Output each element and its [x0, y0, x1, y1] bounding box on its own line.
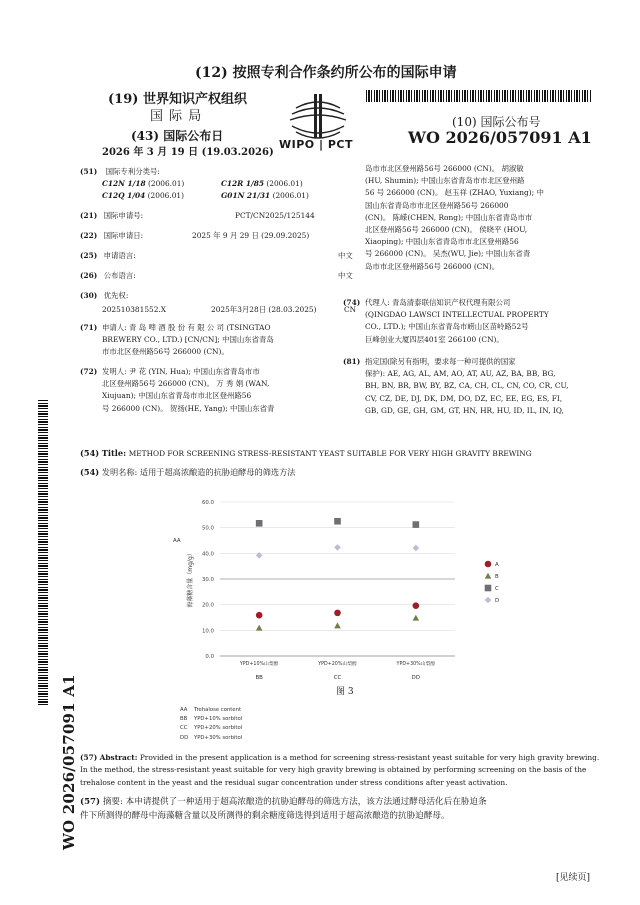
title-cn: (54) 发明名称: 适用于超高浓酿造的抗胁迫酵母的筛选方法 [80, 467, 296, 477]
inventor-cont-line: 北区登州路56号 266000 (CN)。 侯晓平 (HOU, [365, 225, 528, 235]
f25-line: (25) 申请语言: [80, 251, 136, 260]
abstract-en-line: In the method, the stress-resistant yeast suitable for very high gravity brewing is obtained by performing screening on the basis of the [80, 765, 587, 775]
states-line: 保护): AE, AG, AL, AM, AO, AT, AU, AZ, BA, BB, BG, [365, 369, 556, 379]
f72-code: (72) [80, 367, 98, 376]
y-tick-label: 10.0 [201, 628, 214, 635]
data-point-d [413, 545, 420, 552]
figure-key-item: AA Trehalose content [180, 707, 242, 713]
f74-code: (74) [343, 298, 361, 307]
pub-date-value: 2026 年 3 月 19 日 (19.03.2026) [102, 147, 274, 158]
inventor-block [102, 366, 360, 415]
y-tick-label: 30.0 [201, 577, 214, 583]
legend-marker-d [485, 597, 492, 604]
f22-line: (22) 国际申请日: [80, 231, 144, 240]
ipc-1: C12N 1/18 (2006.01) [102, 179, 185, 188]
x-tick-label: YPD+10%山梨醇 [239, 662, 279, 667]
inventor-cont-line: (HU, Shumin); 中国山东省青岛市市北区登州路 [365, 176, 525, 186]
f26-line: (26) 公布语言: [80, 271, 136, 280]
figure-key-item: BB YPD+10% sorbitol [180, 716, 243, 723]
document-title: (12) 按照专利合作条约所公布的国际申请 [195, 65, 457, 81]
barcode-side [38, 400, 48, 705]
x-category-code: DD [411, 675, 420, 681]
x-tick-label: YPD+20%山梨醇 [318, 662, 357, 667]
abstract-cn-line: 件下所测得的酵母中海藻糖含量以及所测得的剩余糖度筛选得到适用于超高浓酿造的抗胁迫酵母。 [80, 810, 450, 821]
legend-marker-b [485, 573, 492, 579]
agent-line: (QINGDAO LAWSCI INTELLECTUAL PROPERTY [365, 310, 549, 320]
inventor-cont-line: 号 266000 (CN)。 吴杰(WU, Jie); 中国山东省青 [365, 249, 531, 259]
inventor-line: Xiujuan); 中国山东省青岛市市北区登州路56 [102, 391, 252, 401]
f25-value: 中文 [338, 251, 353, 260]
y-tick-label: 20.0 [201, 602, 214, 609]
barcode-top [366, 90, 592, 102]
org-code: (19) [108, 92, 139, 107]
figure-key [180, 706, 242, 743]
ipc-2: C12R 1/85 (2006.01) [221, 179, 303, 188]
y-axis-label: 海藻糖含量（mg/g） [187, 550, 194, 608]
data-point-c [334, 518, 341, 525]
abstract-en-line: (57) Abstract: Provided in the present application is a method for screening stress-resistant yeast suitable for very high gravity brewing. [80, 753, 600, 762]
x-category-code: BB [255, 675, 263, 681]
inventor-cont-line: 岛市市北区登州路56号 266000 (CN)。 胡淑敏 [365, 164, 524, 173]
data-point-a [413, 602, 420, 609]
data-point-c [256, 520, 263, 527]
y-tick-label: 0.0 [205, 654, 214, 660]
inventor-cont-line: 岛市市北区登州路56号 266000 (CN)。 [365, 261, 500, 271]
x-category-code: CC [333, 675, 342, 681]
wipo-logo-text: WIPO | PCT [279, 138, 353, 151]
ipc-3: C12Q 1/04 (2006.01) [102, 191, 185, 200]
inventor-line: 发明人: 尹 花 (YIN, Hua); 中国山东省青岛市市 [102, 367, 260, 376]
inventor-cont-line: 56 号 266000 (CN)。 赵玉祥 (ZHAO, Yuxiang); 中 [365, 188, 544, 198]
f30-line: (30) 优先权: [80, 291, 129, 300]
f21-value: PCT/CN2025/125144 [235, 211, 315, 220]
y-tick-label: 50.0 [201, 525, 214, 532]
legend-label: A [495, 562, 499, 568]
abstract-en [80, 752, 605, 789]
applicant-line: 申请人: 青 岛 啤 酒 股 份 有 限 公 司 (TSINGTAO [102, 323, 271, 332]
org-name: 世界知识产权组织 [142, 92, 247, 107]
data-point-c [413, 521, 420, 528]
states-line: GB, GD, GE, GH, GM, GT, HN, HR, HU, ID, IL, IN, IQ, [365, 405, 564, 415]
trehalose-chart [150, 490, 530, 715]
f26-value: 中文 [338, 271, 353, 280]
applicant-block [102, 322, 360, 359]
applicant-line: 市市北区登州路56号 266000 (CN)。 [102, 347, 229, 357]
data-point-b [413, 615, 420, 621]
abstract-cn [80, 796, 605, 823]
priority-no: 202510381552.X [102, 305, 167, 314]
inventor-cont-line: 国山东省青岛市市北区登州路56号 266000 [365, 200, 509, 210]
data-point-a [334, 610, 341, 617]
agent-block [365, 297, 605, 346]
inventor-line: 北区登州路56号 266000 (CN)。 万 秀 娟 (WAN, [102, 379, 270, 389]
figure-key-item: DD YPD+30% sorbitol [180, 734, 243, 741]
agent-line: 巨峰创业大厦四层401室 266100 (CN)。 [365, 334, 504, 344]
f22-value: 2025 年 9 月 29 日 (29.09.2025) [192, 231, 310, 240]
y-tick-label: 40.0 [201, 551, 214, 558]
f21-line: (21) 国际申请号: [80, 211, 144, 220]
pub-date-heading: (43) 国际公布日 [131, 129, 224, 143]
x-tick-label: YPD+30%山梨醇 [396, 662, 436, 667]
legend-marker-c [485, 585, 492, 592]
priority-date: 2025年3月28日 (28.03.2025) [211, 305, 317, 314]
legend-marker-a [485, 561, 492, 568]
data-point-d [334, 544, 341, 551]
inventor-cont-line: Xiaoping); 中国山东省青岛市市北区登州路56 [365, 237, 519, 247]
inventor-cont-line: (CN)。 陈嵘(CHEN, Rong); 中国山东省青岛市市 [365, 212, 533, 222]
legend-label: C [495, 586, 499, 592]
inventor-line: 号 266000 (CN)。 贺扬(HE, Yang); 中国山东省青 [102, 403, 275, 413]
legend-label: B [495, 574, 499, 580]
org-bureau: 国 际 局 [150, 109, 203, 124]
pub-no-value: WO 2026/057091 A1 [408, 128, 592, 147]
priority-country: CN [344, 305, 357, 314]
data-point-b [334, 622, 341, 628]
data-point-b [256, 625, 263, 631]
states-line: 指定国(除另有指明，要求每一种可提供的国家 [365, 357, 516, 366]
states-line: BH, BN, BR, BW, BY, BZ, CA, CH, CL, CN, CO, CR, CU, [365, 381, 569, 391]
applicant-line: BREWERY CO., LTD.) [CN/CN]; 中国山东省青岛 [102, 335, 274, 345]
title-en: (54) Title: METHOD FOR SCREENING STRESS-RESISTANT YEAST SUITABLE FOR VERY HIGH GRAVITY BREWING [80, 448, 532, 458]
legend-label: D [495, 598, 500, 604]
pub-no-heading: (10) 国际公布号 [452, 115, 541, 129]
data-point-a [256, 612, 263, 619]
ipc-4: G01N 21/31 (2006.01) [221, 191, 309, 200]
continued-label: [见续页] [556, 873, 591, 883]
side-pub-number: WO 2026/057091 A1 [60, 674, 78, 850]
figure-caption: 图 3 [336, 687, 354, 697]
inventor-continued [365, 163, 605, 273]
abstract-cn-line: (57) 摘要: 本申请提供了一种适用于超高浓酿造的抗胁迫酵母的筛选方法，该方法通过酵母活化后在胁迫条 [80, 797, 487, 807]
f71-code: (71) [80, 323, 98, 332]
states-line: CV, CZ, DE, DJ, DK, DM, DO, DZ, EC, EE, EG, ES, FI, [365, 393, 563, 403]
aa-axis-code: AA [173, 538, 181, 544]
f81-code: (81) [343, 357, 361, 366]
agent-line: 代理人: 青岛清泰联信知识产权代理有限公司 [365, 298, 511, 307]
figure-key-item: CC YPD+20% sorbitol [180, 725, 243, 732]
designated-states [365, 356, 605, 417]
figure-3 [150, 490, 530, 715]
y-tick-label: 60.0 [201, 500, 214, 506]
wipo-logo [278, 94, 358, 152]
abstract-en-line: trehalose content in the yeast and the residual sugar concentration under stress conditions after yeast activation. [80, 777, 508, 787]
f51-line: (51) 国际专利分类号: [80, 167, 160, 176]
agent-line: CO., LTD.); 中国山东省青岛市崂山区苗岭路52号 [365, 322, 529, 332]
